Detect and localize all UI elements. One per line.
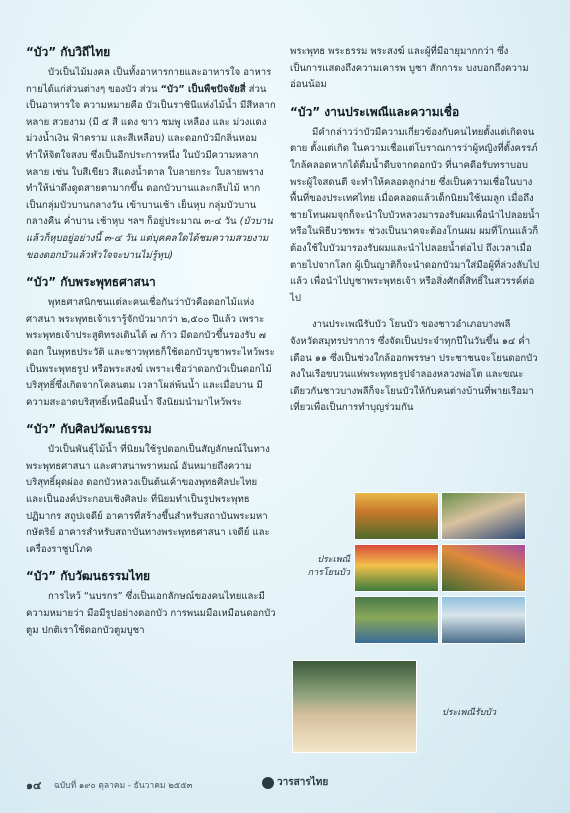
page-footer: [0, 770, 570, 798]
section-title-art-culture: “บัว” กับศิลปวัฒนธรรม: [26, 422, 152, 437]
text-run-bold: “บัว” เป็นพืชปัจจัยสี่: [160, 83, 246, 95]
text-run-italic: (บัวบานแล้วก็หุบอยู่อย่างนี้ ๓-๔ วัน แต่บุคคลใดได้ชมความสวยงามของดอกบัวแล้วหัวใจจะบานไม่รู้หุบ): [26, 216, 273, 261]
logo-text: วารสารไทย: [277, 777, 329, 788]
paragraph-continued: พระพุทธ พระธรรม พระสงฆ์ และผู้ที่มีอายุมากกว่า ซึ่งเป็นการแสดงถึงความเคารพ บูชา สักการะ บงบอกถึงความอ่อนน้อม: [290, 46, 529, 91]
festival-photo: [354, 492, 439, 540]
photo-caption-lotus-throwing: ประเพณีการโยนบัว: [307, 555, 350, 578]
section-title-thai-culture: “บัว” กับวัฒนธรรมไทย: [26, 569, 151, 584]
magazine-logo: [262, 775, 328, 790]
section-title-buddhism: “บัว” กับพระพุทธศาสนา: [26, 275, 156, 290]
text-run: บัวเป็นไม้มงคล เป็นทั้งอาหารกายและอาหารใจ อาหารกายได้แก่ส่วนต่างๆ ของบัว ส่วน: [26, 67, 272, 95]
festival-photo: [441, 596, 526, 644]
photo-caption-lotus-receiving: ประเพณีรับบัว: [442, 708, 497, 718]
paragraph-tradition-1: มีคำกล่าวว่าบัวมีความเกี่ยวข้องกับคนไทยตั้งแต่เกิดจนตาย ตั้งแต่เกิด ในความเชื่อแต่โบราณการว่าผู้หญิงที่ตั้งครรภ์ใกล้คลอดหากได้ดื่มน้ำดีบจากดอกบัว ที่นาคดีอรับทราบอบพระผู้ใจสดนตี จะทำให้คลอดลูกง่าย ซึ่งเป็นความเชื่อในบางพื้นที่ของประเทศไทย เมื่อคลอดแล้วเด็กนิยมใช้นมลูก เมื่อถึงชายโทนผมจุกก็จะนำใบบัวหลวงมารองรับผมเพื่อนำไปลอยน้ำ หรือในพิธีบวชพระ ช่วงเป็นนาคจะต้องโกนผม ผมที่โกนแล้วก็ต้องใช้ใบบัวมารองรับผมและนำไปลอยน้ำต่อไป ถึงเวลาเมื่อตายไปจากโลก ผู้เป็นญาติก็จะนำดอกบัวมาใส่มือผู้ที่ล่วงลับไปแล้ว เพื่อนำไปบูชาพระพุทธเจ้า หรือสิ่งศักดิ์สิทธิ์ในสวรรค์ต่อไป: [290, 126, 540, 304]
festival-photo: [354, 596, 439, 644]
logo-mark-icon: [262, 777, 274, 789]
paragraph-art-culture: บัวเป็นพันธุ์ไม้น้ำ ที่นิยมใช้รูปดอกเป็นสัญลักษณ์ในทางพระพุทธศาสนา และศาสนาพราหมณ์ อันหมายถึงความบริสุทธิ์ผุดผ่อง ดอกบัวหลวงเป็นต้นเค้าของพุทธศิลปะไทย และเป็นองค์ประกอบเชิงศิลปะ ที่นิยมทำเป็นรูปพระพุทธปฏิมากร สถูปเจดีย์ อาคารที่สร้างขึ้นสำหรับสถาบันพระมหากษัตริย์ อาคารสำหรับสถาบันทางพระพุทธศาสนา เจดีย์ และเครื่องราชูปโภค: [26, 444, 270, 555]
issue-info: ฉบับที่ ๑๙๐ ตุลาคม - ธันวาคม ๒๕๕๓: [54, 781, 193, 791]
festival-photo: [354, 544, 439, 592]
page-number: ๑๔: [26, 779, 42, 792]
paragraph-thai-way: [26, 65, 276, 264]
festival-photo: [441, 544, 526, 592]
right-column: [290, 44, 540, 427]
festival-photo: [441, 492, 526, 540]
left-column: [26, 44, 276, 649]
section-title-tradition: “บัว” งานประเพณีและความเชื่อ: [290, 104, 460, 119]
paragraph-tradition-2: งานประเพณีรับบัว โยนบัว ของชาวอำเภอบางพลี จังหวัดสมุทรปราการ ซึ่งจัดเป็นประจำทุกปีในวันขึ้น ๑๔ ค่ำเดือน ๑๑ ซึ่งเป็นช่วงใกล้ออกพรรษา ประชาชนจะโยนดอกบัวลงในเรือขบวนแห่พระพุทธรูปจำลองหลวงพ่อโต และขณะเดียวกันชาวบางพลีก็จะโยนบัวให้กับคนต่างบ้านที่พายเรือมาเที่ยวเพื่อเป็นการทำบุญร่วมกัน: [290, 319, 538, 414]
section-title-thai-way: “บัว” กับวิถีไทย: [26, 45, 111, 59]
monk-ceremony-photo: [292, 660, 417, 753]
paragraph-thai-culture: การไหว้ “นบรกร” ซึ่งเป็นเอกลักษณ์ของคนไทยและมีความหมายว่า มือมีรูปอย่างดอกบัว การพนมมือเหมือนดอกบัวตูม ปกติเราใช้ดอกบัวตูมบูชา: [26, 591, 276, 636]
paragraph-buddhism: พุทธศาสนิกชนแต่ละคนเชื่อกันว่าบัวคือดอกไม้แห่งศาสนา พระพุทธเจ้าเรารู้จักบัวมากว่า ๒,๕๐๐ ปีแล้ว เพราะพระพุทธเจ้าประสูติทรงเดินได้ ๗ ก้าว มีดอกบัวขึ้นรองรับ ๗ ดอก ในพุทธประวัติ และชาวพุทธก็ใช้ดอกบัวบูชาพระไหว้พระเป็นพระพุทธรูป หรือพระสงฆ์ เพราะเชื่อว่าดอกบัวเป็นดอกไม้บริสุทธิ์ซึ่งเกิดจากโคลนตม เวลาโผล่พ้นน้ำ และเมื่อบาน มีความสะอาดบริสุทธิ์เหนือผืนน้ำ จึงนิยมนำมาไหว้พระ: [26, 297, 275, 408]
festival-photo-grid: [354, 492, 526, 644]
text-run: ส่วนเป็นอาหารใจ ความหมายคือ บัวเป็นราชินีแห่งไม้น้ำ มีสีหลากหลาย สวยงาม (มี ๕ สี แดง ขาว ชมพู เหลือง และ ม่วงแดง ม่วงน้ำเงิน ฟ้าคราม และสีเหลือบ) และดอกบัวมีกลิ่นหอม ทำให้จิตใจสงบ ซึ่งเป็นอีกประการหนึ่ง ในบัวมีความหลากหลาย เช่น ใบสีเขียว สีแดงน้ำตาล ใบลายกระ ใบลายพราง ทำให้น่าดึงดูดสายตามากขึ้น ดอกบัวบานและกลีบไม้ หากเป็นกลุ่มบัวบานกลางวัน เข้าบานเช้า เย็นหุบ กลุ่มบัวบานกลางคืน ค่ำบาน เช้าหุบ ฯลฯ ก็อยู่ประมาณ ๓-๔ วัน: [26, 83, 276, 228]
